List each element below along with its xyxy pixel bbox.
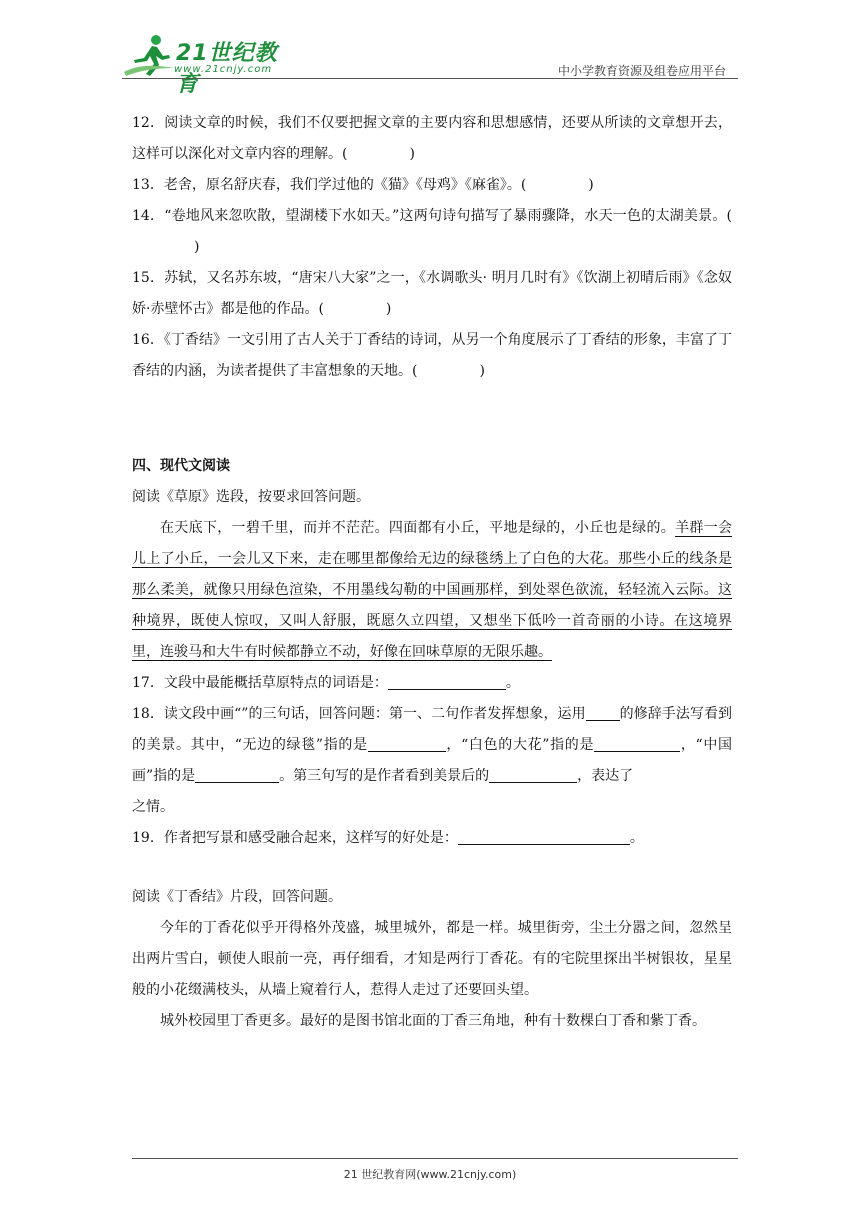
- answer-blank[interactable]: [586, 704, 620, 721]
- question-12: 12．阅读文章的时候，我们不仅要把握文章的主要内容和思想感情，还要从所读的文章想开去，这样可以深化对文章内容的理解。( ): [132, 115, 732, 162]
- underlined-sentences: 羊群一会儿上了小丘，一会儿又下来，走在哪里都像给无边的绿毯绣上了白色的大花。那些小丘的线条是那么柔美，就像只用绿色渲染，不用墨线勾勒的中国画那样，到处翠色欲流，轻轻流入云际。这种境界，既使人惊叹，又叫人舒服，既愿久立四望，又想坐下低吟一首奇丽的小诗。: [132, 520, 733, 629]
- question-18: 18．读文段中画“”的三句话，回答问题：第一、二句作者发挥想象，运用 的修辞手法写看到的美景。其中，“无边的绿毯”指的是 ，“白色的大花”指的是 ，“中国画”指的是 。第三句写的是作者看到美景后的 ，表达了 之情。: [132, 706, 732, 815]
- page-header: [122, 30, 738, 97]
- question-13: 13．老舍，原名舒庆春，我们学过他的《猫》《母鸡》《麻雀》。( ): [132, 177, 594, 193]
- passage-lilac-1: 今年的丁香花似乎开得格外茂盛，城里城外，都是一样。城里街旁，尘土分嚣之间，忽然呈出两片雪白，顿使人眼前一亮，再仔细看，才知是两行丁香花。有的宅院里探出半树银妆，星星般的小花缀满枝头，从墙上窥着行人，惹得人走过了还要回头望。: [132, 920, 732, 998]
- passage-lilac-2: 城外校园里丁香更多。最好的是图书馆北面的丁香三角地，种有十数棵白丁香和紫丁香。: [160, 1013, 706, 1029]
- footer-divider: [132, 1158, 738, 1159]
- question-19: 19．作者把写景和感受融合起来，这样写的好处是： 。: [132, 830, 644, 846]
- section-title: 四、现代文阅读: [132, 458, 230, 474]
- question-15: 15．苏轼，又名苏东坡，“唐宋八大家”之一，《水调歌头· 明月几时有》《饮湖上初晴后雨》《念奴娇·赤壁怀古》都是他的作品。( ): [132, 270, 732, 317]
- footer-text: 21 世纪教育网(www.21cnjy.com): [343, 1168, 517, 1181]
- question-14: 14．“卷地风来忽吹散，望湖楼下水如天。”这两句诗句描写了暴雨骤降，水天一色的太湖美景。(): [132, 208, 732, 255]
- logo-text: 21世纪教育: [176, 41, 278, 97]
- site-logo: [122, 32, 292, 97]
- runner-logo-icon: [122, 32, 178, 78]
- logo-url: www.21cnjy.com: [174, 64, 273, 75]
- header-platform-text: 中小学教育资源及组卷应用平台: [557, 64, 726, 78]
- reading-intro-2: 阅读《丁香结》片段，回答问题。: [132, 889, 342, 905]
- question-16: 16．《丁香结》一文引用了古人关于丁香结的诗词，从另一个角度展示了丁香结的形象，丰富了丁香结的内涵，为读者提供了丰富想象的天地。( ): [132, 332, 732, 379]
- answer-blank[interactable]: [594, 735, 680, 752]
- answer-blank[interactable]: [458, 828, 630, 845]
- reading-intro-1: 阅读《草原》选段，按要求回答问题。: [132, 489, 370, 505]
- answer-blank[interactable]: [489, 766, 577, 783]
- header-divider: [122, 78, 738, 79]
- answer-blank[interactable]: [368, 735, 446, 752]
- answer-blank[interactable]: [388, 673, 506, 690]
- question-17: 17．文段中最能概括草原特点的词语是： 。: [132, 675, 520, 691]
- document-body: [132, 108, 732, 1037]
- answer-blank[interactable]: [195, 766, 279, 783]
- passage-grassland: 在天底下，一碧千里，而并不茫茫。四面都有小丘，平地是绿的，小丘也是绿的。羊群一会儿上了小丘，一会儿又下来，走在哪里都像给无边的绿毯绣上了白色的大花。那些小丘的线条是那么柔美，就像只用绿色渲染，不用墨线勾勒的中国画那样，到处翠色欲流，轻轻流入云际。这种境界，既使人惊叹，又叫人舒服，既愿久立四望，又想坐下低吟一首奇丽的小诗。在这境界里，连骏马和大牛有时候都静立不动，好像在回味草原的无限乐趣。: [132, 520, 733, 660]
